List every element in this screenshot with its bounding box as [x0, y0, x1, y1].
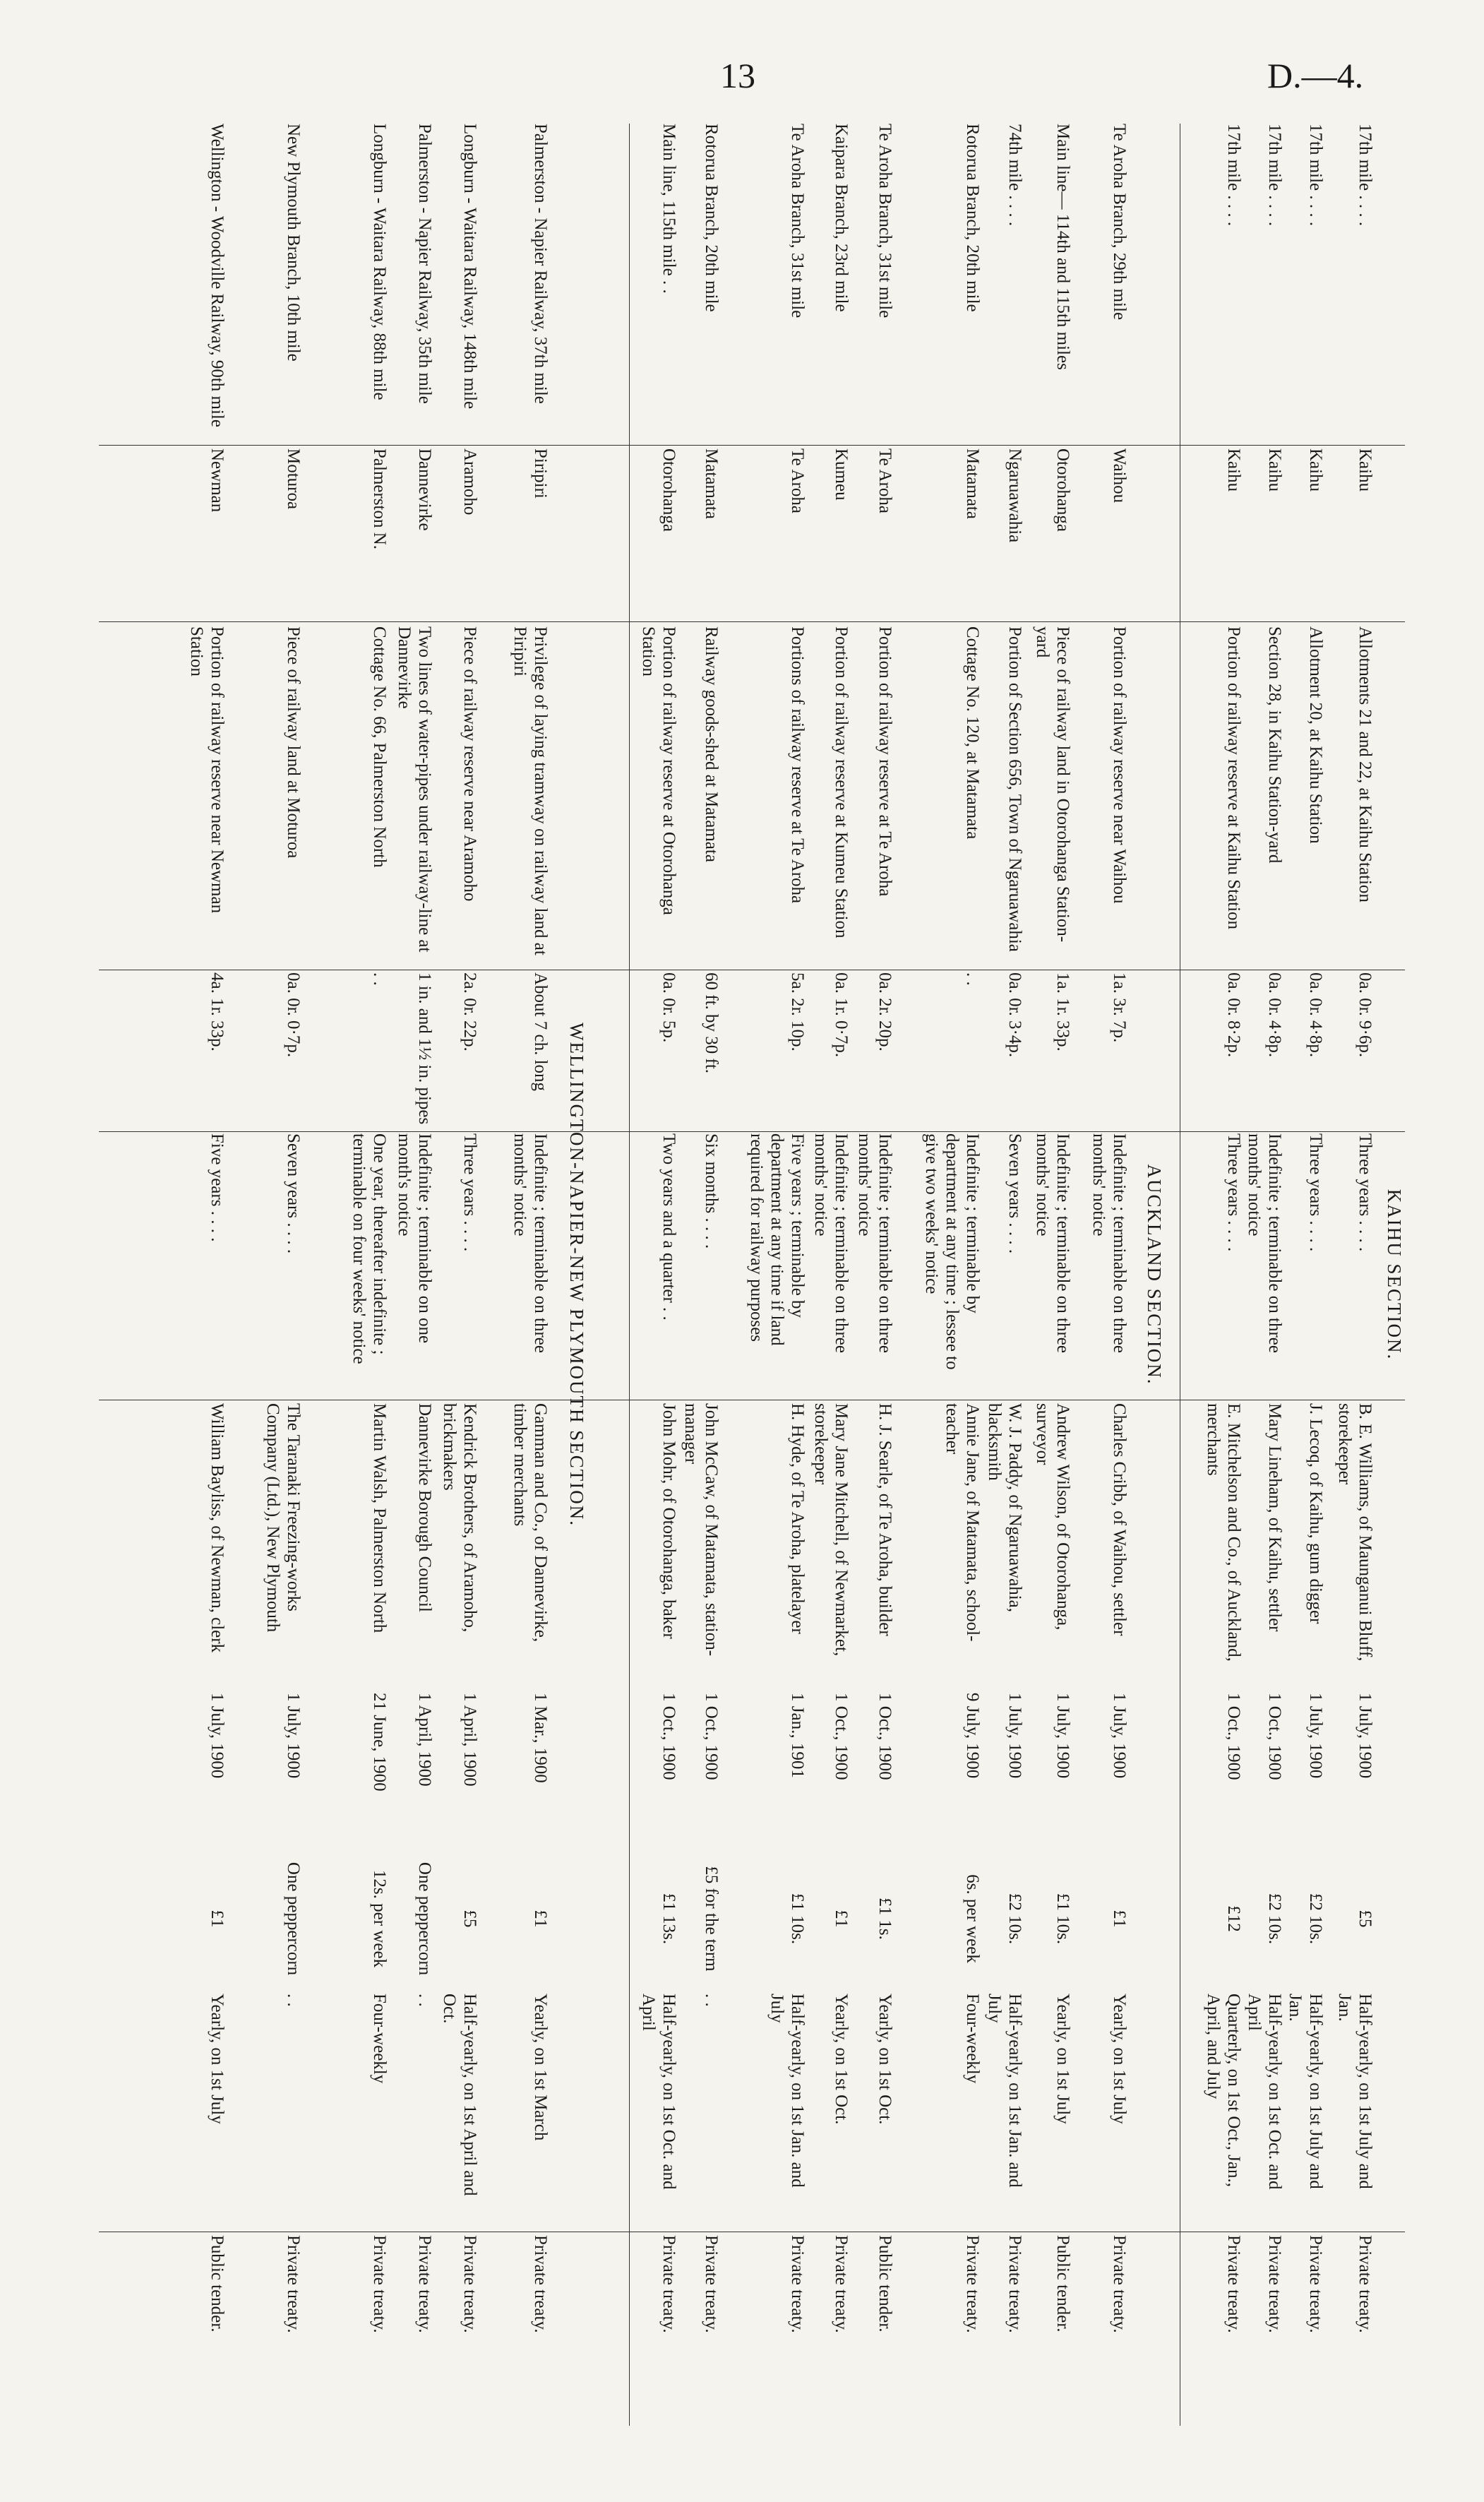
description-cell: Allotments 21 and 22, at Kaihu Station: [1356, 626, 1375, 902]
lessee-cell: William Bayliss, of Newman, clerk: [208, 1403, 227, 1653]
payable-cell: Four-weekly: [370, 1994, 389, 2084]
rental-cell: £5 for the term: [702, 1866, 721, 1972]
lessee-cell: Charles Cribb, of Waihou, settler: [1110, 1403, 1129, 1636]
description-cell: Cottage No. 120, at Matamata: [963, 626, 982, 840]
description-cell: Railway goods-shed at Matamata: [702, 626, 721, 862]
term-cell: Indefinite ; terminable on three months' notice: [1245, 1133, 1284, 1353]
how-cell: Private treaty.: [832, 2235, 851, 2333]
station-cell: Aramoho: [460, 448, 479, 516]
area-cell: 2a. 0r. 22p.: [460, 972, 479, 1052]
how-cell: Public tender.: [208, 2235, 227, 2333]
rental-cell: £1: [208, 1910, 227, 1928]
section-title: WELLINGTON-NAPIER-NEW PLYMOUTH SECTION.: [566, 1023, 587, 1527]
description-cell: Piece of railway land in Otorohanga Station-yard: [1033, 626, 1072, 943]
description-cell: Privilege of laying tramway on railway land at Piripiri: [510, 626, 550, 955]
area-cell: 0a. 0r. 3·4p.: [1005, 972, 1024, 1058]
description-cell: Portion of railway reserve at Kaihu Station: [1224, 626, 1243, 930]
lessee-cell: E. Mitchelson and Co., of Auckland, merchants: [1204, 1403, 1243, 1662]
lessee-cell: John McCaw, of Matamata, station-manager: [681, 1403, 721, 1657]
section-title: KAIHU SECTION.: [1384, 1189, 1405, 1361]
description-cell: Portion of railway reserve at Kumeu Station: [832, 626, 851, 939]
lessee-cell: John Mohr, of Otorohanga, baker: [659, 1403, 678, 1639]
column-rule: [99, 621, 1405, 622]
lessee-cell: H. J. Searle, of Te Aroha, builder: [875, 1403, 894, 1636]
station-cell: Te Aroha: [788, 448, 807, 513]
from-cell: 1 July, 1900: [1005, 1693, 1024, 1779]
how-cell: Private treaty.: [415, 2235, 434, 2333]
term-cell: Three years . . . .: [1356, 1133, 1375, 1252]
mileage-cell: New Plymouth Branch, 10th mile: [284, 124, 303, 362]
lessee-cell: Kendrick Brothers, of Aramoho, brickmakers: [440, 1403, 479, 1633]
rental-cell: £1: [531, 1910, 550, 1928]
how-cell: Private treaty.: [1110, 2235, 1129, 2333]
document-id: D.—4.: [1267, 56, 1364, 95]
from-cell: 1 Jan., 1901: [788, 1693, 807, 1778]
rental-cell: £1 13s.: [659, 1893, 678, 1945]
station-cell: Otorohanga: [1053, 448, 1072, 532]
term-cell: Indefinite ; terminable on three months' notice: [510, 1133, 550, 1353]
how-cell: Private treaty.: [1224, 2235, 1243, 2333]
term-cell: Six months . . . .: [702, 1133, 721, 1249]
mileage-cell: Main line— 114th and 115th miles: [1053, 124, 1072, 370]
area-cell: 0a. 1r. 0·7p.: [832, 972, 851, 1058]
mileage-cell: 17th mile . . . .: [1306, 124, 1325, 227]
term-cell: Two years and a quarter . .: [659, 1133, 678, 1321]
from-cell: 9 July, 1900: [963, 1693, 982, 1779]
area-cell: 0a. 2r. 20p.: [875, 972, 894, 1052]
term-cell: Indefinite ; terminable on three months' notice: [855, 1133, 894, 1353]
lessee-cell: Martin Walsh, Palmerston North: [370, 1403, 389, 1633]
payable-cell: Half-yearly, on 1st Jan. and July: [985, 1994, 1024, 2188]
description-cell: Two lines of water-pipes under railway-line at Dannevirke: [395, 626, 434, 953]
payable-cell: Four-weekly: [963, 1994, 982, 2084]
how-cell: Private treaty.: [1005, 2235, 1024, 2333]
term-cell: Five years . . . .: [208, 1133, 227, 1242]
description-cell: Portion of Section 656, Town of Ngaruawahia: [1005, 626, 1024, 952]
how-cell: Private treaty.: [370, 2235, 389, 2333]
term-cell: Indefinite ; terminable on three months' notice: [1033, 1133, 1072, 1353]
how-cell: Public tender.: [875, 2235, 894, 2333]
payable-cell: . .: [415, 1994, 434, 2007]
payable-cell: Half-yearly, on 1st April and Oct.: [440, 1994, 479, 2196]
mileage-cell: Rotorua Branch, 20th mile: [963, 124, 982, 312]
area-cell: 0a. 0r. 9·6p.: [1356, 972, 1375, 1058]
payable-cell: Half-yearly, on 1st July and Jan.: [1286, 1994, 1325, 2189]
description-cell: Allotment 20, at Kaihu Station: [1306, 626, 1325, 844]
lessee-cell: W. J. Paddy, of Ngaruawahia, blacksmith: [985, 1403, 1024, 1612]
description-cell: Portion of railway reserve near Newman Station: [187, 626, 227, 914]
description-cell: Portions of railway reserve at Te Aroha: [788, 626, 807, 904]
term-cell: Indefinite ; terminable on one month's notice: [395, 1133, 434, 1344]
section-title: AUCKLAND SECTION.: [1144, 1164, 1165, 1386]
from-cell: 1 July, 1900: [208, 1693, 227, 1779]
term-cell: Three years . . . .: [460, 1133, 479, 1252]
rental-cell: One peppercorn: [284, 1861, 303, 1976]
from-cell: 1 July, 1900: [1356, 1693, 1375, 1779]
description-cell: Portion of railway reserve at Te Aroha: [875, 626, 894, 897]
lessee-cell: Mary Lineham, of Kaihu, settler: [1265, 1403, 1284, 1632]
rental-cell: £1 10s.: [1053, 1893, 1072, 1945]
mileage-cell: Longburn - Waitara Railway, 88th mile: [370, 124, 389, 400]
how-cell: Private treaty.: [702, 2235, 721, 2333]
from-cell: 1 Oct., 1900: [875, 1693, 894, 1780]
column-rule: [99, 1131, 1405, 1132]
mileage-cell: Kaipara Branch, 23rd mile: [832, 124, 851, 312]
mileage-cell: 74th mile . . . .: [1005, 124, 1024, 227]
how-cell: Public tender.: [1053, 2235, 1072, 2333]
mileage-cell: Rotorua Branch, 20th mile: [702, 124, 721, 312]
rental-cell: 12s. per week: [370, 1869, 389, 1968]
term-cell: Three years . . . .: [1306, 1133, 1325, 1252]
term-cell: Indefinite ; terminable on three months' notice: [811, 1133, 851, 1353]
description-cell: Portion of railway reserve near Waihou: [1110, 626, 1129, 904]
mileage-cell: Te Aroha Branch, 29th mile: [1110, 124, 1129, 321]
station-cell: Moturoa: [284, 448, 303, 510]
description-cell: Cottage No. 66, Palmerston North: [370, 626, 389, 868]
description-cell: Piece of railway reserve near Aramoho: [460, 626, 479, 902]
rental-cell: £2 10s.: [1005, 1893, 1024, 1945]
term-cell: One year, thereafter indefinite ; terminable on four weeks' notice: [349, 1133, 389, 1364]
from-cell: 1 Oct., 1900: [1265, 1693, 1284, 1780]
how-cell: Private treaty.: [531, 2235, 550, 2333]
term-cell: Three years . . . .: [1224, 1133, 1243, 1252]
station-cell: Matamata: [702, 448, 721, 519]
payable-cell: Half-yearly, on 1st Jan. and July: [767, 1994, 807, 2188]
payable-cell: Half-yearly, on 1st Oct. and April: [1245, 1994, 1284, 2190]
payable-cell: Yearly, on 1st July: [1110, 1994, 1129, 2124]
lessee-cell: B. E. Williams, of Maunganui Bluff, storekeeper: [1335, 1403, 1375, 1662]
how-cell: Private treaty.: [1306, 2235, 1325, 2333]
station-cell: Te Aroha: [875, 448, 894, 513]
how-cell: Private treaty.: [788, 2235, 807, 2333]
station-cell: Matamata: [963, 448, 982, 519]
station-cell: Kaihu: [1224, 448, 1243, 492]
description-cell: Piece of railway land at Moturoa: [284, 626, 303, 859]
station-cell: Kaihu: [1265, 448, 1284, 492]
mileage-cell: Main line, 115th mile . .: [659, 124, 678, 294]
from-cell: 1 July, 1900: [1053, 1693, 1072, 1779]
rental-cell: One peppercorn: [415, 1861, 434, 1976]
area-cell: 1a. 3r. 7p.: [1110, 972, 1129, 1043]
station-cell: Piripiri: [531, 448, 550, 499]
description-cell: Section 28, in Kaihu Station-yard: [1265, 626, 1284, 864]
area-cell: 60 ft. by 30 ft.: [702, 972, 721, 1074]
payable-cell: Yearly, on 1st Oct.: [875, 1994, 894, 2125]
station-cell: Newman: [208, 448, 227, 513]
area-cell: . .: [370, 972, 389, 986]
mileage-cell: Palmerston - Napier Railway, 35th mile: [415, 124, 434, 404]
station-cell: Ngaruawahia: [1005, 448, 1024, 543]
rental-cell: £5: [460, 1910, 479, 1928]
term-cell: Seven years . . . .: [1005, 1133, 1024, 1254]
mileage-cell: 17th mile . . . .: [1356, 124, 1375, 227]
lessee-cell: Gamman and Co., of Dannevirke, timber merchants: [510, 1403, 550, 1643]
lessee-cell: Dannevirke Borough Council: [415, 1403, 434, 1612]
area-cell: 4a. 1r. 33p.: [208, 972, 227, 1052]
how-cell: Private treaty.: [1265, 2235, 1284, 2333]
from-cell: 1 Oct., 1900: [832, 1693, 851, 1780]
from-cell: 1 July, 1900: [1110, 1693, 1129, 1779]
area-cell: 0a. 0r. 8·2p.: [1224, 972, 1243, 1058]
area-cell: . .: [963, 972, 982, 986]
area-cell: 0a. 0r. 5p.: [659, 972, 678, 1043]
how-cell: Private treaty.: [460, 2235, 479, 2333]
from-cell: 1 July, 1900: [1306, 1693, 1325, 1779]
lessee-cell: J. Lecoq, of Kaihu, gum digger: [1306, 1403, 1325, 1624]
area-cell: About 7 ch. long: [531, 972, 550, 1092]
area-cell: 1 in. and 1½ in. pipes: [415, 972, 434, 1125]
rental-cell: £5: [1356, 1910, 1375, 1928]
lessee-cell: The Taranaki Freezing-works Company (Ltd.), New Plymouth: [263, 1403, 303, 1633]
rental-cell: £1 10s.: [788, 1893, 807, 1945]
rental-cell: £2 10s.: [1306, 1893, 1325, 1945]
lessee-cell: Andrew Wilson, of Otorohanga, surveyor: [1033, 1403, 1072, 1631]
payable-cell: Yearly, on 1st July: [208, 1994, 227, 2124]
how-cell: Private treaty.: [659, 2235, 678, 2333]
section-rule: [629, 124, 630, 2426]
lessee-cell: Annie Jane, of Matamata, school-teacher: [943, 1403, 982, 1642]
from-cell: 1 Oct., 1900: [1224, 1693, 1243, 1780]
rental-cell: £1 1s.: [875, 1898, 894, 1940]
lessee-cell: Mary Jane Mitchell, of Newmarket, storekeeper: [811, 1403, 851, 1657]
rental-cell: £2 10s.: [1265, 1893, 1284, 1945]
station-cell: Kaihu: [1306, 448, 1325, 492]
payable-cell: Yearly, on 1st Oct.: [832, 1994, 851, 2125]
mileage-cell: 17th mile . . . .: [1224, 124, 1243, 227]
area-cell: 0a. 0r. 0·7p.: [284, 972, 303, 1058]
payable-cell: Half-yearly, on 1st Oct. and April: [639, 1994, 678, 2190]
station-cell: Kumeu: [832, 448, 851, 501]
from-cell: 21 June, 1900: [370, 1693, 389, 1792]
station-cell: Kaihu: [1356, 448, 1375, 492]
station-cell: Waihou: [1110, 448, 1129, 504]
payable-cell: Quarterly, on 1st Oct., Jan., April, and July: [1204, 1994, 1243, 2188]
rental-cell: £1: [1110, 1910, 1129, 1928]
lessee-cell: H. Hyde, of Te Aroha, platelayer: [788, 1403, 807, 1634]
rental-cell: £12: [1224, 1905, 1243, 1932]
column-rule: [99, 445, 1405, 446]
area-cell: 0a. 0r. 4·8p.: [1306, 972, 1325, 1058]
mileage-cell: Palmerston - Napier Railway, 37th mile: [531, 124, 550, 404]
payable-cell: Yearly, on 1st March: [531, 1994, 550, 2141]
term-cell: Indefinite ; terminable on three months' notice: [1089, 1133, 1129, 1353]
mileage-cell: Wellington - Woodville Railway, 90th mile: [208, 124, 227, 427]
area-cell: 0a. 0r. 4·8p.: [1265, 972, 1284, 1058]
mileage-cell: Te Aroha Branch, 31st mile: [875, 124, 894, 318]
term-cell: Seven years . . . .: [284, 1133, 303, 1254]
area-cell: 5a. 2r. 10p.: [788, 972, 807, 1052]
mileage-cell: Te Aroha Branch, 31st mile: [788, 124, 807, 318]
from-cell: 1 July, 1900: [284, 1693, 303, 1779]
area-cell: 1a. 1r. 33p.: [1053, 972, 1072, 1052]
mileage-cell: Longburn - Waitara Railway, 148th mile: [460, 124, 479, 410]
payable-cell: Half-yearly, on 1st July and Jan.: [1335, 1994, 1375, 2189]
how-cell: Private treaty.: [284, 2235, 303, 2333]
description-cell: Portion of railway reserve at Otorohanga Station: [639, 626, 678, 915]
from-cell: 1 Oct., 1900: [702, 1693, 721, 1780]
from-cell: 1 Oct., 1900: [659, 1693, 678, 1780]
payable-cell: . .: [284, 1994, 303, 2007]
from-cell: 1 April, 1900: [460, 1693, 479, 1787]
how-cell: Private treaty.: [1356, 2235, 1375, 2333]
term-cell: Indefinite ; terminable by department at any time ; lessee to give two weeks' notice: [922, 1133, 982, 1370]
rental-cell: 6s. per week: [963, 1874, 982, 1963]
rental-cell: £1: [832, 1910, 851, 1928]
page-number: 13: [720, 56, 755, 95]
payable-cell: . .: [702, 1994, 721, 2007]
rotated-table: [92, 124, 1405, 2426]
term-cell: Five years ; terminable by department at any time if land required for railway purposes: [747, 1133, 807, 1346]
payable-cell: Yearly, on 1st July: [1053, 1994, 1072, 2124]
from-cell: 1 April, 1900: [415, 1693, 434, 1787]
station-cell: Otorohanga: [659, 448, 678, 532]
station-cell: Palmerston N.: [370, 448, 389, 550]
from-cell: 1 Mar., 1900: [531, 1693, 550, 1783]
station-cell: Dannevirke: [415, 448, 434, 531]
how-cell: Private treaty.: [963, 2235, 982, 2333]
mileage-cell: 17th mile . . . .: [1265, 124, 1284, 227]
